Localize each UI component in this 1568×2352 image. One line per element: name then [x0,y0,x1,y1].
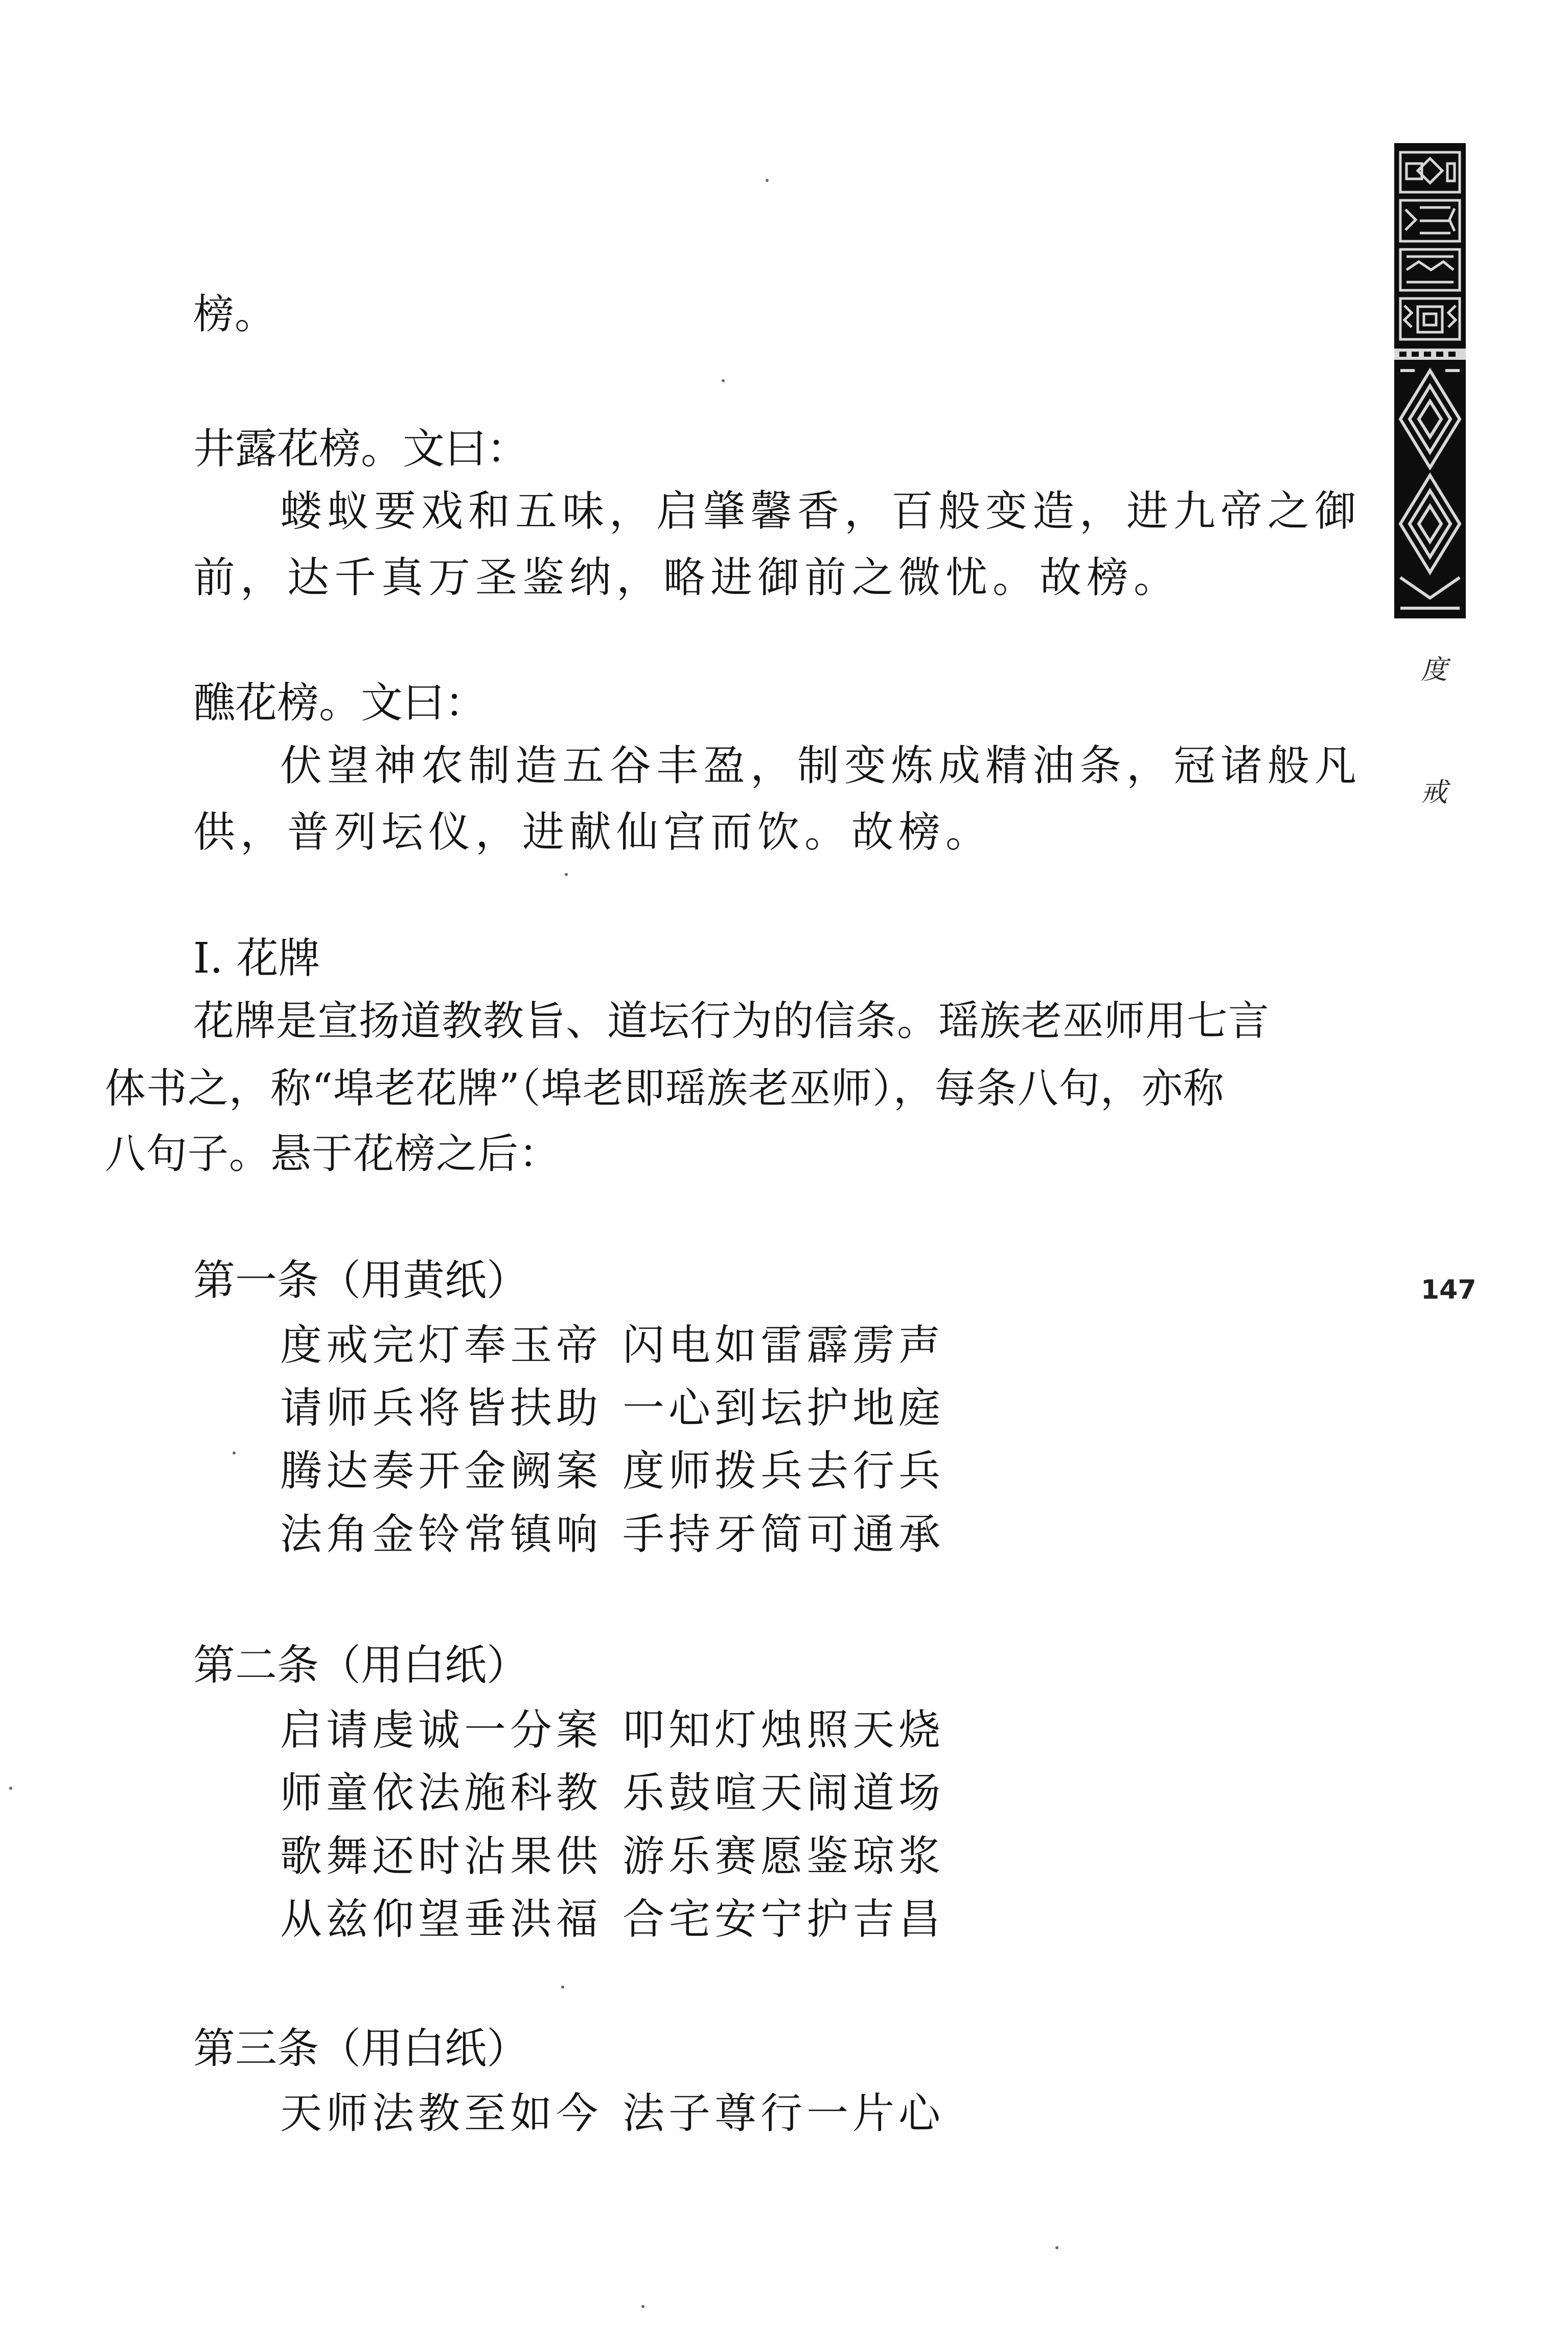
verse-line-right: 一心到坛护地庭 [622,1384,945,1433]
opening-line: 榜。 [193,290,276,338]
verse-line-right: 法子尊行一片心 [622,2089,945,2138]
section-heading-huapai: I. 花牌 [193,934,320,983]
page-number: 147 [1421,1275,1477,1305]
scan-speck [233,1451,236,1455]
verse-line-right: 合宅安宁护吉昌 [622,1895,945,1944]
verse-line-left: 请师兵将皆扶助 [280,1384,603,1433]
paragraph-line: 八句子。悬于花榜之后： [105,1130,560,1178]
scan-speck [641,2305,644,2308]
paragraph-line: 体书之，称“埠老花牌”（埠老即瑶族老巫师），每条八句，亦称 [105,1065,1225,1112]
woven-pattern-ornament-icon [1394,143,1466,618]
chapter-label-jie: 戒 [1421,777,1448,808]
verse-line-left: 师童依法施科教 [280,1769,603,1817]
verse-line-left: 启请虔诚一分案 [280,1706,603,1755]
chapter-label-du: 度 [1421,655,1448,685]
section-text-line: 蝼蚁要戏和五味，启肇馨香，百般变造，进九帝之御 [280,487,1362,536]
scan-speck [565,873,568,876]
verse-line-right: 度师拨兵去行兵 [622,1447,945,1495]
verse-line-right: 乐鼓喧天闹道场 [622,1769,945,1817]
section-text-line: 供，普列坛仪，进献仙宫而饮。故榜。 [193,808,993,857]
verse-line-left: 歌舞还时沾果供 [280,1832,603,1881]
scan-speck [766,179,769,182]
verse-line-left: 从兹仰望垂洪福 [280,1895,603,1944]
scan-speck [722,379,725,382]
scan-speck [9,1787,12,1790]
scan-speck [1055,2246,1058,2249]
verse-line-right: 叩知灯烛照天烧 [622,1706,945,1755]
verse-line-left: 天师法教至如今 [280,2089,603,2138]
verse-heading: 第一条（用黄纸） [193,1256,529,1305]
section-text-line: 前，达千真万圣鉴纳，略进御前之微忧。故榜。 [193,554,1181,602]
verse-heading: 第二条（用白纸） [193,1641,529,1690]
section-heading-jinglu-huabang: 井露花榜。文曰： [193,425,529,473]
verse-line-left: 腾达奏开金阙案 [280,1447,603,1495]
verse-line-right: 闪电如雷霹雳声 [622,1321,945,1370]
scan-speck [561,1986,564,1989]
paragraph-line: 花牌是宣扬道教教旨、道坛行为的信条。瑶族老巫师用七言 [193,997,1270,1045]
verse-line-left: 度戒完灯奉玉帝 [280,1321,603,1370]
section-text-line: 伏望神农制造五谷丰盈，制变炼成精油条，冠诸般凡 [280,742,1362,790]
verse-line-right: 游乐赛愿鉴琼浆 [622,1832,945,1881]
section-heading-jiao-huabang: 醮花榜。文曰： [193,679,487,727]
verse-line-right: 手持牙简可通承 [622,1510,945,1559]
verse-line-left: 法角金铃常镇响 [280,1510,603,1559]
verse-heading: 第三条（用白纸） [193,2024,529,2073]
